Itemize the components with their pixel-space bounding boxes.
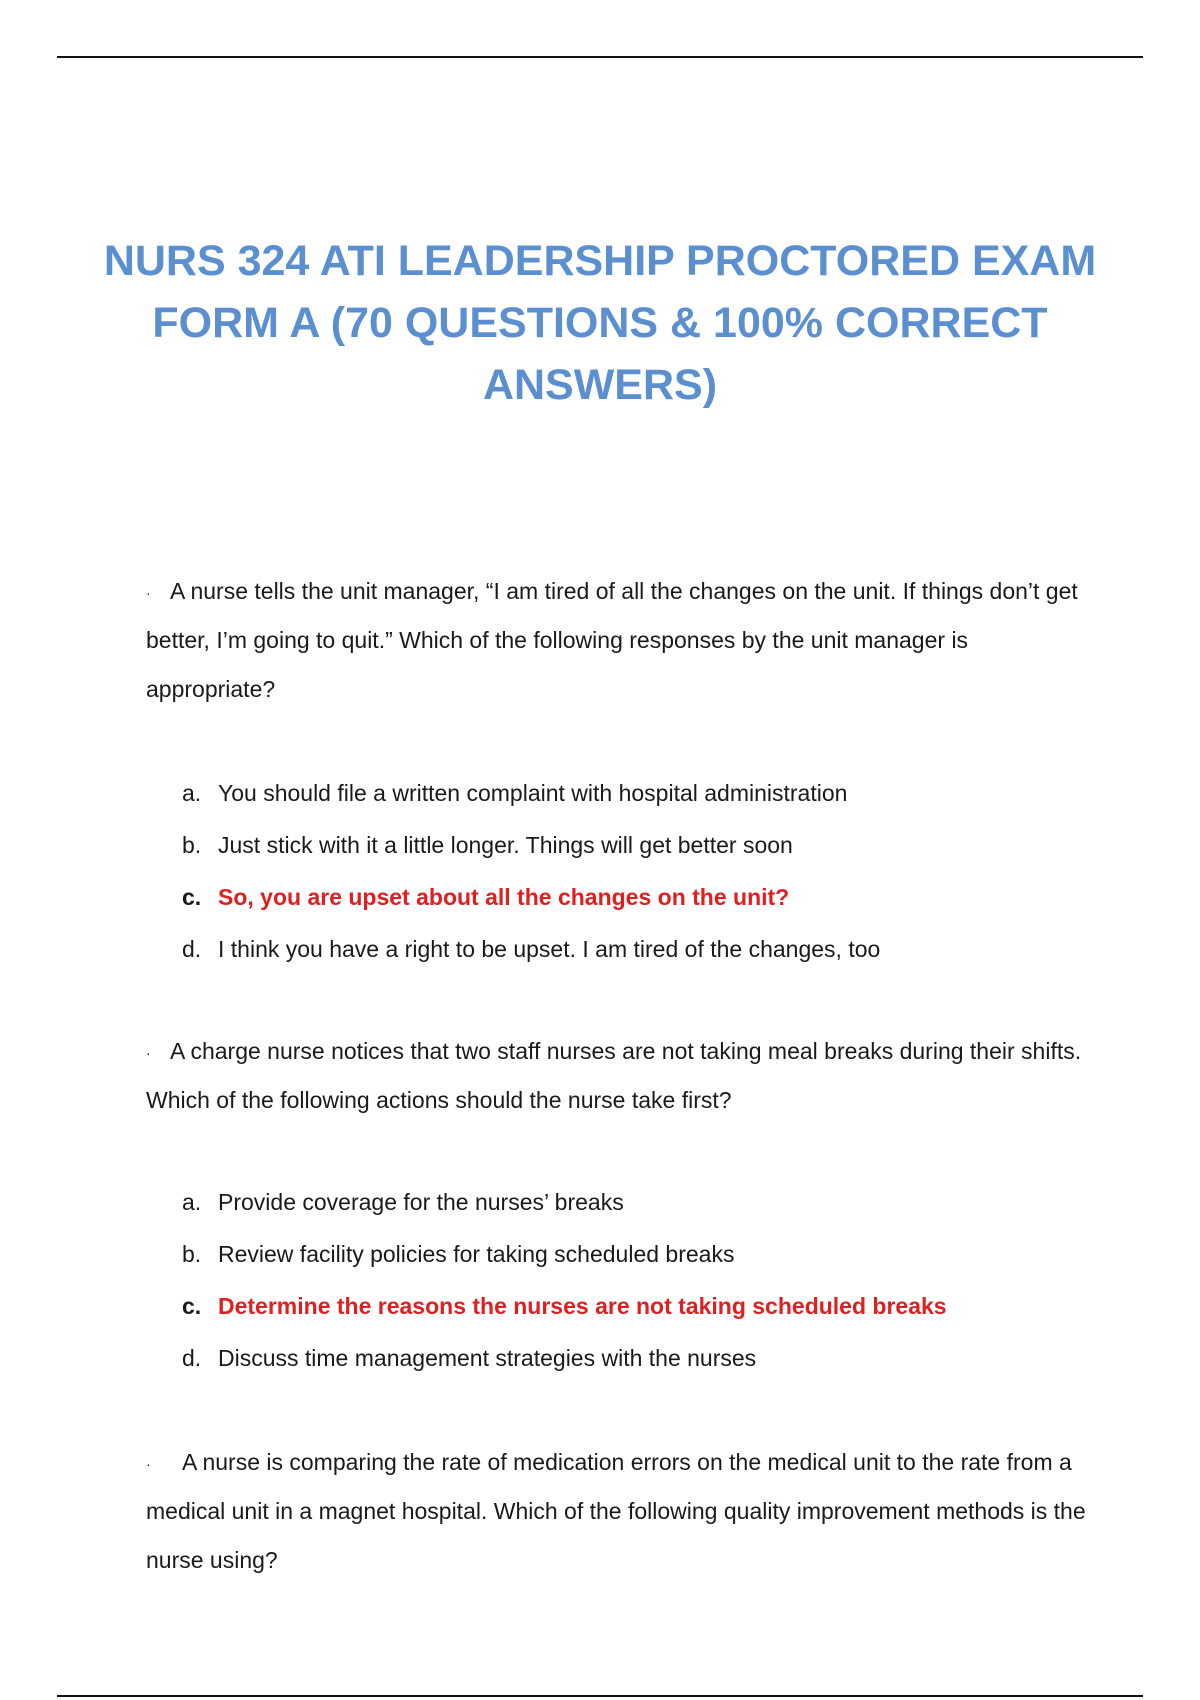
option-1a[interactable] <box>182 767 1082 819</box>
option-text: Provide coverage for the nurses’ breaks <box>218 1189 624 1215</box>
question-3-text: A nurse is comparing the rate of medication errors on the medical unit to the rate from a medical unit in a magnet hospital. Which of the following quality improvement methods is the nurse using? <box>146 1449 1086 1573</box>
option-1b[interactable] <box>182 819 1082 871</box>
option-letter: d. <box>182 1345 202 1371</box>
option-1c-correct-answer[interactable] <box>182 871 1082 923</box>
bullet-icon: · <box>146 1455 151 1472</box>
question-3 <box>146 1438 1086 1585</box>
question-2-options <box>182 1176 1082 1384</box>
option-letter: d. <box>182 936 202 962</box>
bullet-icon: · <box>146 584 151 601</box>
question-2 <box>146 1027 1086 1125</box>
option-text: Determine the reasons the nurses are not taking scheduled breaks <box>218 1293 947 1319</box>
option-text: You should file a written complaint with hospital administration <box>218 780 848 806</box>
option-2a[interactable] <box>182 1176 1082 1228</box>
option-2d[interactable] <box>182 1332 1082 1384</box>
option-text: Discuss time management strategies with the nurses <box>218 1345 757 1371</box>
question-2-text: A charge nurse notices that two staff nurses are not taking meal breaks during their shifts. Which of the following actions should the nurse take first? <box>146 1038 1082 1113</box>
question-1-options <box>182 767 1082 975</box>
option-letter: b. <box>182 832 202 858</box>
question-1 <box>146 567 1086 714</box>
option-text: Just stick with it a little longer. Things will get better soon <box>218 832 793 858</box>
option-text: I think you have a right to be upset. I am tired of the changes, too <box>218 936 881 962</box>
question-1-text: A nurse tells the unit manager, “I am tired of all the changes on the unit. If things don’t get better, I’m going to quit.” Which of the following responses by the unit manager is appropriate? <box>146 578 1078 702</box>
bullet-icon: · <box>146 1044 151 1061</box>
option-2c-correct-answer[interactable] <box>182 1280 1082 1332</box>
option-letter: a. <box>182 780 202 806</box>
option-letter: a. <box>182 1189 202 1215</box>
option-letter: b. <box>182 1241 202 1267</box>
option-text: So, you are upset about all the changes on the unit? <box>218 884 790 910</box>
option-1d[interactable] <box>182 923 1082 975</box>
option-text: Review facility policies for taking scheduled breaks <box>218 1241 735 1267</box>
option-2b[interactable] <box>182 1228 1082 1280</box>
top-rule <box>57 56 1143 58</box>
option-letter: c. <box>182 1293 202 1319</box>
document-title: NURS 324 ATI LEADERSHIP PROCTORED EXAM FORM A (70 QUESTIONS & 100% CORRECT ANSWERS) <box>103 237 1097 409</box>
bottom-rule <box>57 1695 1143 1697</box>
option-letter: c. <box>182 884 202 910</box>
